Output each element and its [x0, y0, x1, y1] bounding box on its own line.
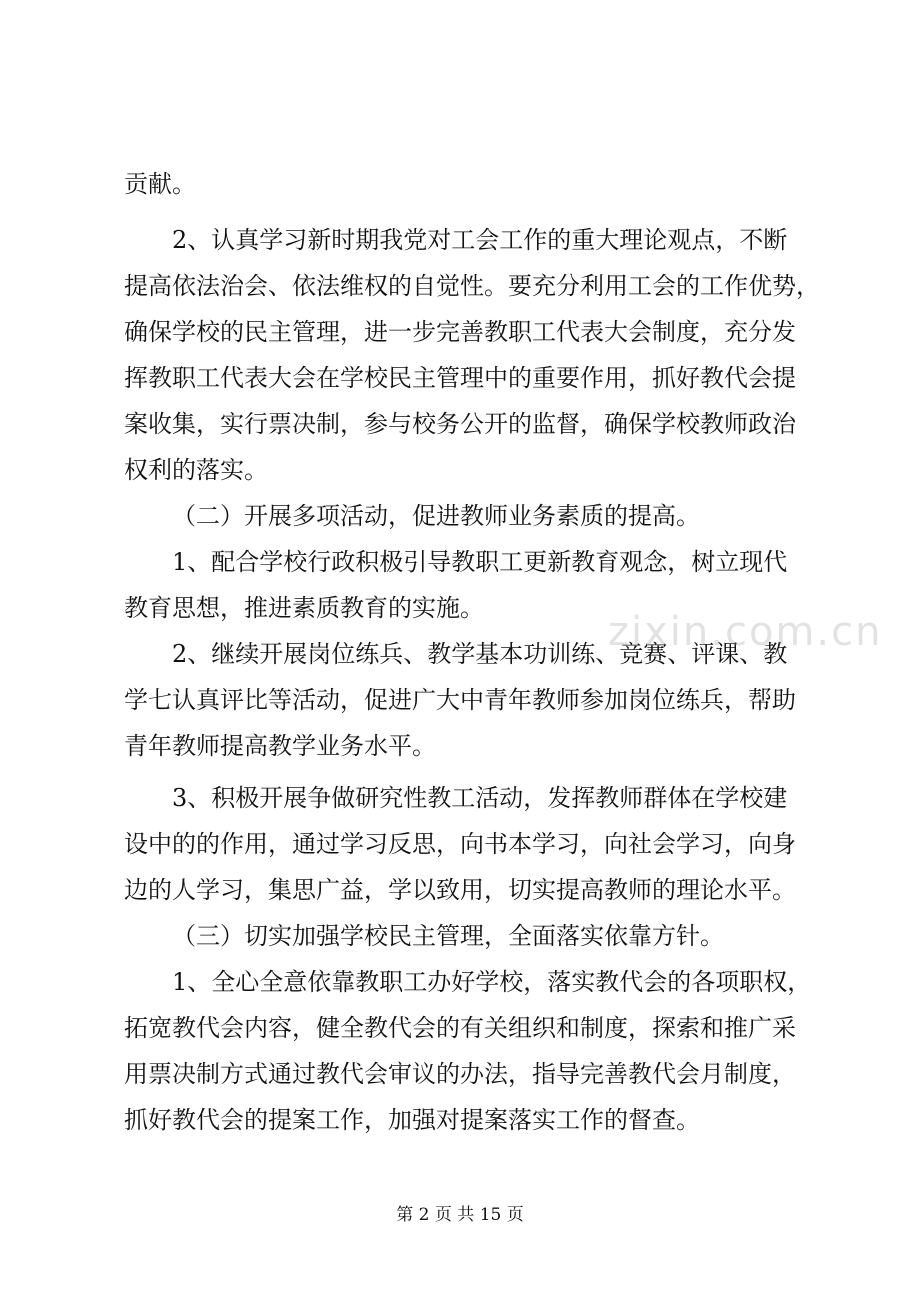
- text-line: 贡献。: [124, 170, 196, 198]
- section-heading: （三）切实加强学校民主管理，全面落实依靠方针。: [172, 922, 724, 950]
- text-line: 挥教职工代表大会在学校民主管理中的重要作用，抓好教代会提: [124, 364, 796, 392]
- text-line: 边的人学习，集思广益，学以致用，切实提高教师的理论水平。: [124, 876, 796, 904]
- text-line: 设中的的作用，通过学习反思，向书本学习，向社会学习，向身: [124, 830, 796, 858]
- text-line: 教育思想，推进素质教育的实施。: [124, 594, 484, 622]
- text-line: 用票决制方式通过教代会审议的办法，指导完善教代会月制度，: [124, 1060, 796, 1088]
- text-line: 案收集，实行票决制，参与校务公开的监督，确保学校教师政治: [124, 410, 796, 438]
- text-line: 2、继续开展岗位练兵、教学基本功训练、竞赛、评课、教: [172, 640, 788, 668]
- text-line: 3、积极开展争做研究性教工活动，发挥教师群体在学校建: [172, 784, 788, 812]
- page-footer: 第 2 页 共 15 页: [396, 1205, 524, 1225]
- text-line: 确保学校的民主管理，进一步完善教职工代表大会制度，充分发: [124, 318, 796, 346]
- text-line: 抓好教代会的提案工作，加强对提案落实工作的督查。: [124, 1106, 700, 1134]
- text-line: 1、配合学校行政积极引导教职工更新教育观念，树立现代: [172, 548, 788, 576]
- text-line: 拓宽教代会内容，健全教代会的有关组织和制度，探索和推广采: [124, 1014, 796, 1042]
- text-line: 2、认真学习新时期我党对工会工作的重大理论观点，不断: [172, 226, 788, 254]
- text-line: 权利的落实。: [124, 456, 268, 484]
- section-heading: （二）开展多项活动，促进教师业务素质的提高。: [172, 502, 700, 530]
- text-line: 学七认真评比等活动，促进广大中青年教师参加岗位练兵，帮助: [124, 686, 796, 714]
- text-line: 提高依法治会、依法维权的自觉性。要充分利用工会的工作优势，: [124, 272, 820, 300]
- text-line: 青年教师提高教学业务水平。: [124, 732, 436, 760]
- watermark: zixin.com.cn: [608, 609, 883, 655]
- text-line: 1、全心全意依靠教职工办好学校，落实教代会的各项职权，: [172, 968, 812, 996]
